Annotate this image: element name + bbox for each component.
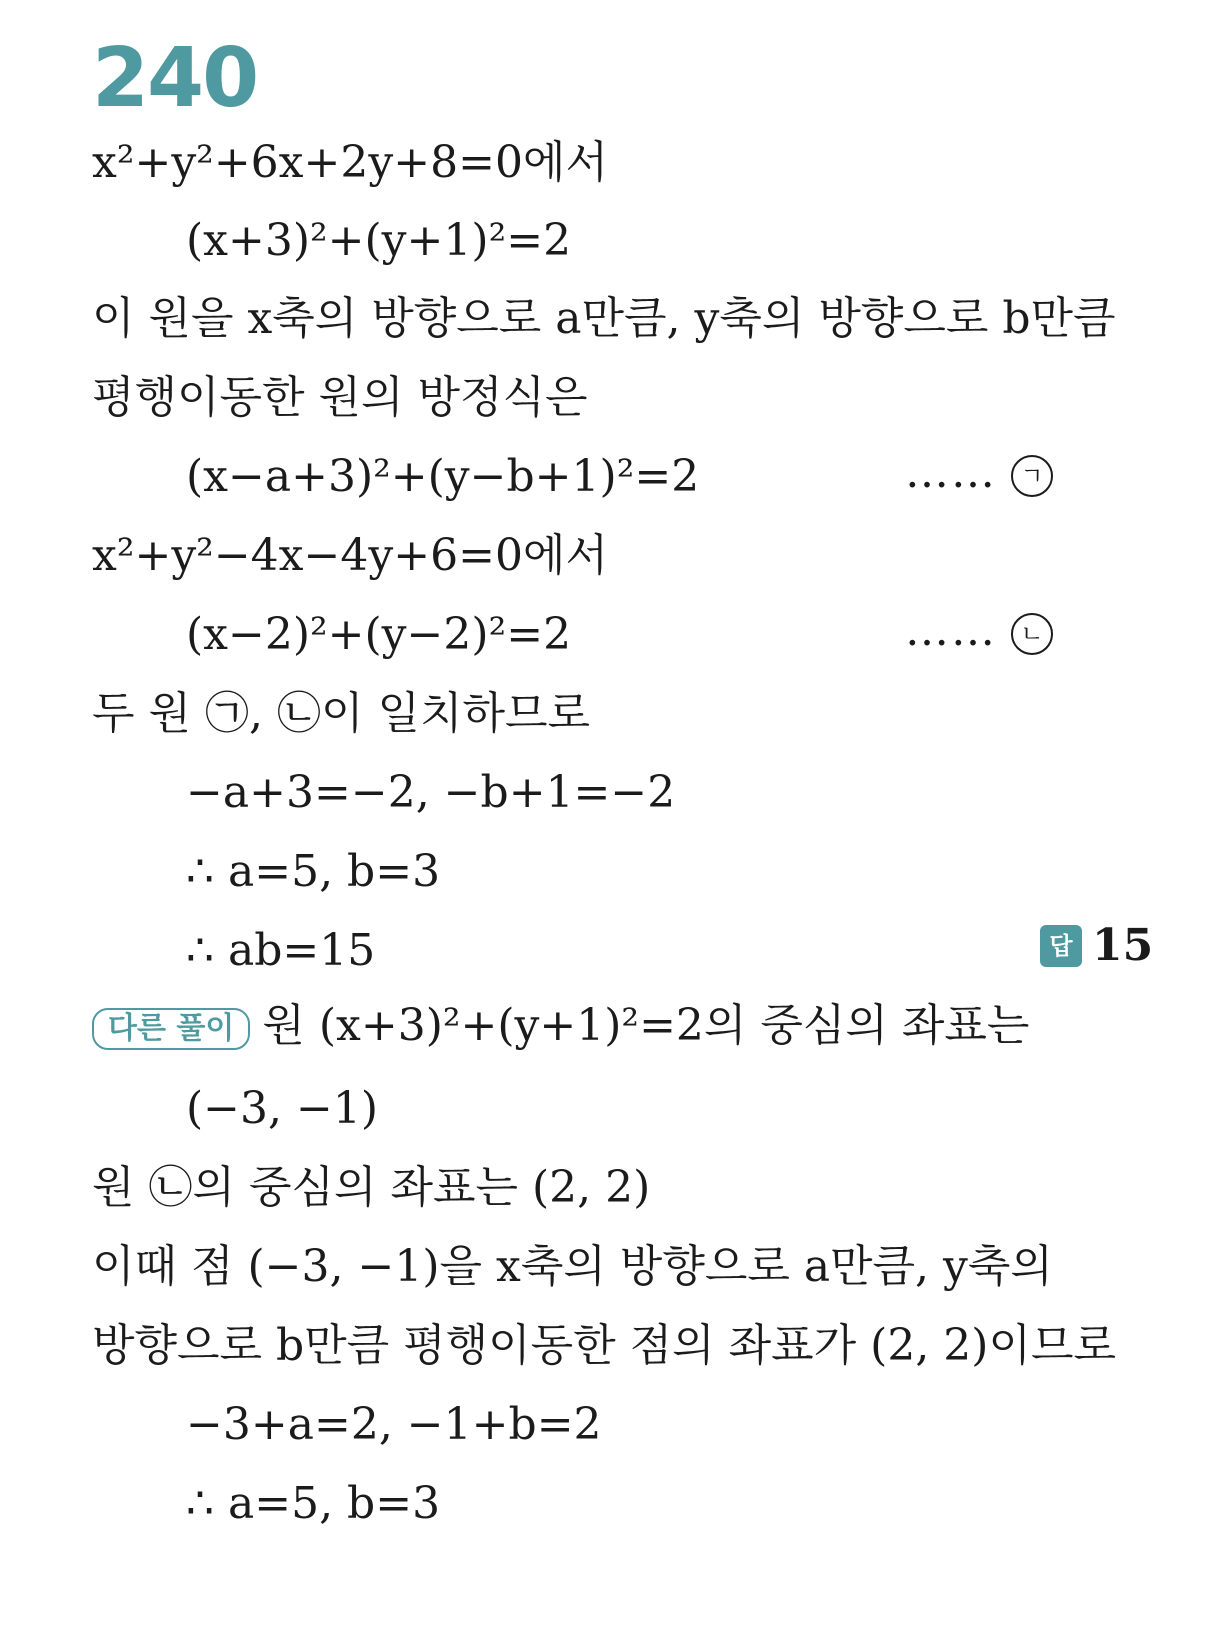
equation-line: (x−2)²+(y−2)²=2: [186, 609, 572, 660]
equation-line: x²+y²−4x−4y+6=0에서: [92, 530, 608, 581]
dots: ……: [905, 605, 997, 656]
problem-number: 240: [92, 31, 258, 126]
equation-line: (−3, −1): [186, 1083, 379, 1134]
equation-marker: [905, 447, 1053, 498]
answer: [1040, 920, 1154, 971]
equation-line: (x+3)²+(y+1)²=2: [186, 215, 572, 266]
equation-line: ∴ ab=15: [186, 925, 376, 976]
equation-marker: [905, 605, 1053, 656]
alt-solution-line: [92, 1000, 1030, 1051]
alt-solution-label: 다른 풀이: [92, 1008, 250, 1050]
equation-line: −a+3=−2, −b+1=−2: [186, 767, 676, 818]
text-line: 두 원 ㉠, ㉡이 일치하므로: [92, 688, 590, 739]
text-line: 원 ㉡의 중심의 좌표는 (2, 2): [92, 1162, 651, 1213]
text-line: 방향으로 b만큼 평행이동한 점의 좌표가 (2, 2)이므로: [92, 1320, 1116, 1371]
text-line: 평행이동한 원의 방정식은: [92, 372, 588, 423]
dots: ……: [905, 447, 997, 498]
circled-marker: ㄴ: [1011, 613, 1053, 655]
equation-line: (x−a+3)²+(y−b+1)²=2: [186, 451, 700, 502]
answer-value: 15: [1092, 920, 1154, 971]
text-line: 원 (x+3)²+(y+1)²=2의 중심의 좌표는: [262, 1000, 1030, 1051]
equation-line: ∴ a=5, b=3: [186, 1478, 441, 1529]
equation-line: x²+y²+6x+2y+8=0에서: [92, 137, 608, 188]
text-line: 이 원을 x축의 방향으로 a만큼, y축의 방향으로 b만큼: [92, 293, 1116, 344]
answer-badge: 답: [1040, 925, 1082, 967]
equation-line: −3+a=2, −1+b=2: [186, 1399, 602, 1450]
circled-marker: ㄱ: [1011, 455, 1053, 497]
equation-line: ∴ a=5, b=3: [186, 846, 441, 897]
text-line: 이때 점 (−3, −1)을 x축의 방향으로 a만큼, y축의: [92, 1241, 1053, 1292]
